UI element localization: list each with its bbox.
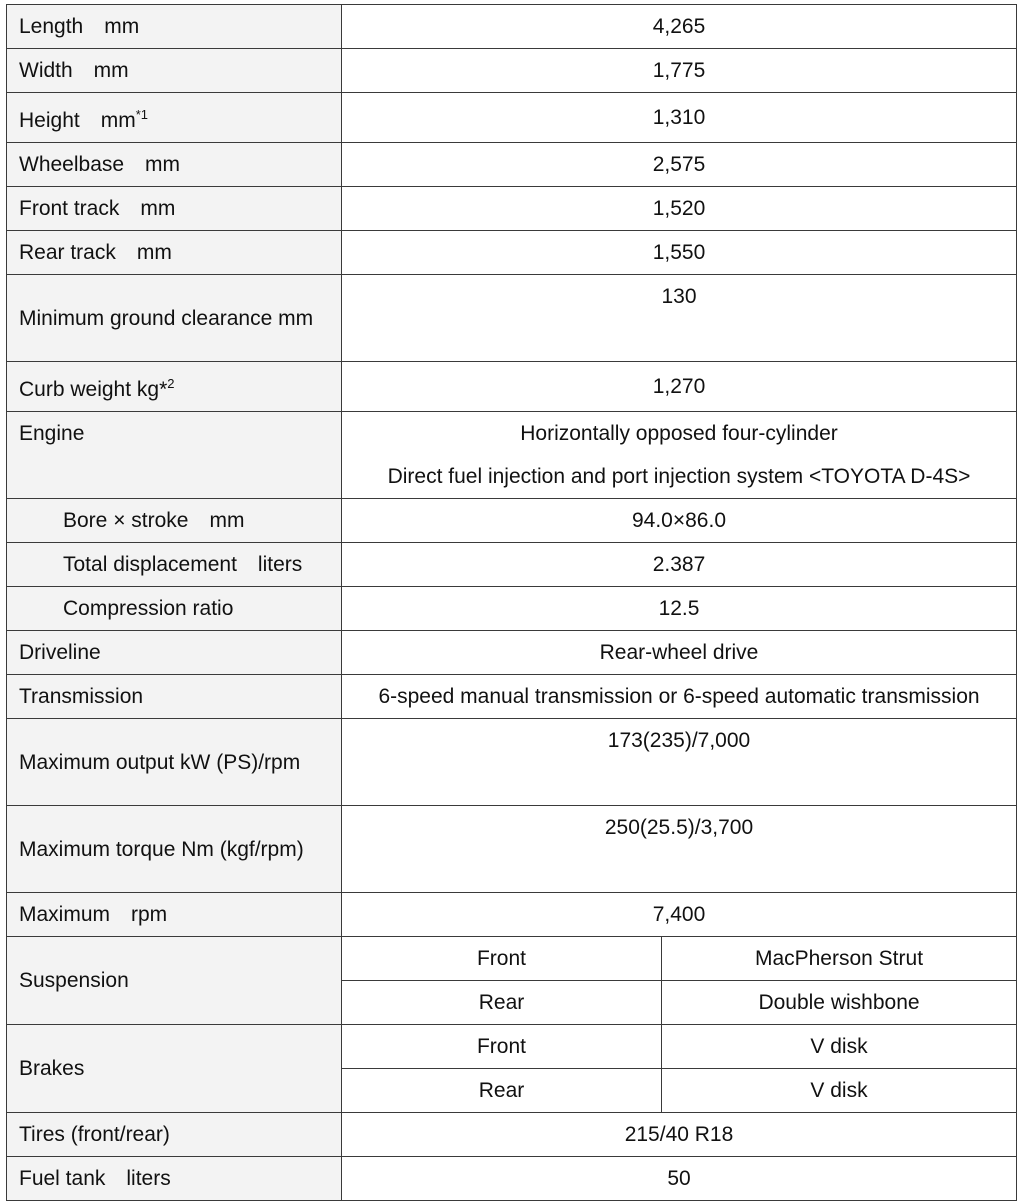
table-row (7, 893, 1017, 937)
spec-label: Length mm (7, 5, 342, 49)
spec-value: 2.387 (342, 543, 1017, 587)
spec-value: 50 (342, 1157, 1017, 1201)
spec-value: 94.0×86.0 (342, 499, 1017, 543)
spec-label: Engine (7, 412, 342, 499)
spec-label: Height $mm^{*1}$ (7, 93, 342, 143)
table-row (7, 49, 1017, 93)
spec-value: 250(25.5)/3,700 (342, 806, 1017, 893)
spec-value: 1,550 (342, 231, 1017, 275)
spec-label: Maximum rpm (7, 893, 342, 937)
spec-value: 130 (342, 275, 1017, 362)
spec-value: 1,520 (342, 187, 1017, 231)
spec-label: Wheelbase mm (7, 143, 342, 187)
spec-label: Maximum torque Nm (kgf/rpm) (7, 806, 342, 893)
table-row (7, 275, 1017, 362)
spec-value: MacPherson Strut (662, 937, 1017, 981)
spec-label: Tires (front/rear) (7, 1113, 342, 1157)
spec-sublabel: Total displacement liters (7, 543, 342, 587)
spec-sublabel: Rear (342, 981, 662, 1025)
table-row (7, 806, 1017, 893)
table-row (7, 93, 1017, 143)
table-row (7, 231, 1017, 275)
spec-value: 215/40 R18 (342, 1113, 1017, 1157)
spec-table (6, 4, 1017, 1201)
table-row (7, 1113, 1017, 1157)
footnote-marker: 2 (167, 376, 175, 391)
spec-value: Double wishbone (662, 981, 1017, 1025)
spec-sublabel: Compression ratio (7, 587, 342, 631)
table-row (7, 187, 1017, 231)
spec-sublabel: Front (342, 937, 662, 981)
spec-value: 1,310 (342, 93, 1017, 143)
spec-label: Brakes (7, 1025, 342, 1113)
spec-value: 6-speed manual transmission or 6-speed automatic transmission (342, 675, 1017, 719)
spec-label: Maximum output kW (PS)/rpm (7, 719, 342, 806)
spec-value: 1,270 (342, 362, 1017, 412)
spec-label: Minimum ground clearance mm (7, 275, 342, 362)
spec-label: Fuel tank liters (7, 1157, 342, 1201)
spec-sublabel: Front (342, 1025, 662, 1069)
spec-value: 2,575 (342, 143, 1017, 187)
engine-line-2: Direct fuel injection and port injection system <TOYOTA D-4S> (387, 465, 971, 488)
spec-label: Width mm (7, 49, 342, 93)
spec-value: 7,400 (342, 893, 1017, 937)
table-row (7, 587, 1017, 631)
spec-value: 4,265 (342, 5, 1017, 49)
spec-sublabel: Rear (342, 1069, 662, 1113)
spec-label: Front track mm (7, 187, 342, 231)
table-row (7, 1157, 1017, 1201)
table-row (7, 362, 1017, 412)
table-row (7, 675, 1017, 719)
table-row (7, 412, 1017, 499)
spec-label: Rear track mm (7, 231, 342, 275)
footnote-marker: *1 (135, 107, 148, 122)
spec-label: Transmission (7, 675, 342, 719)
spec-label: Suspension (7, 937, 342, 1025)
table-row (7, 499, 1017, 543)
spec-value: Rear-wheel drive (342, 631, 1017, 675)
table-row (7, 543, 1017, 587)
spec-label: Driveline (7, 631, 342, 675)
table-row (7, 937, 1017, 981)
spec-value: 12.5 (342, 587, 1017, 631)
spec-value: 173(235)/7,000 (342, 719, 1017, 806)
engine-line-1: Horizontally opposed four-cylinder (520, 422, 838, 445)
spec-value: V disk (662, 1025, 1017, 1069)
table-row (7, 719, 1017, 806)
spec-value (342, 412, 1017, 499)
table-row (7, 631, 1017, 675)
table-row (7, 1025, 1017, 1069)
table-row (7, 143, 1017, 187)
spec-value: V disk (662, 1069, 1017, 1113)
spec-value: 1,775 (342, 49, 1017, 93)
table-row (7, 5, 1017, 49)
spec-label: Curb weight kg*$^2$ (7, 362, 342, 412)
spec-sublabel: Bore × stroke mm (7, 499, 342, 543)
